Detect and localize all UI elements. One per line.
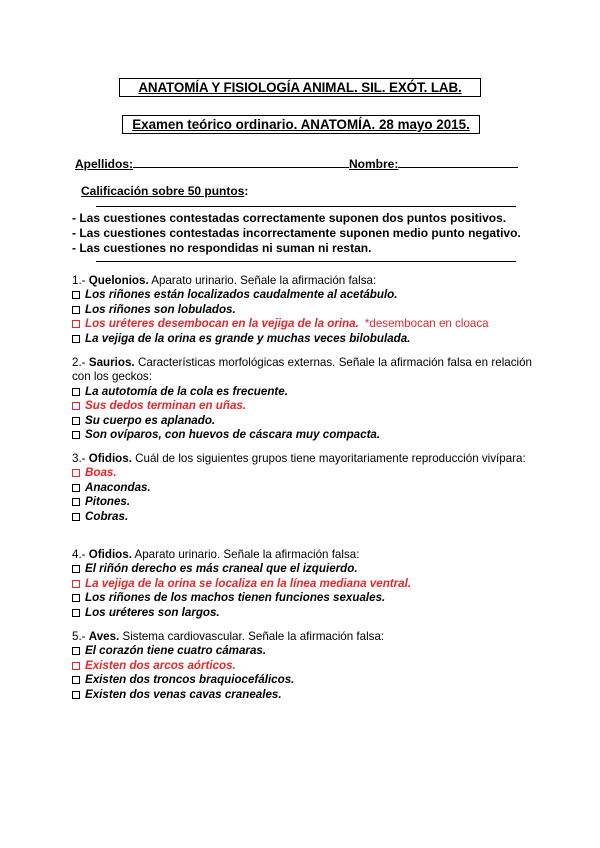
question-text: Cuál de los siguientes grupos tiene mayoritariamente reproducción vivípara: (131, 452, 526, 465)
exam-title: ANATOMÍA Y FISIOLOGÍA ANIMAL. SIL. EXÓT. LAB. (138, 80, 462, 95)
question-text: Sistema cardiovascular. Señale la afirmación falsa: (119, 630, 385, 643)
answer-option (72, 481, 532, 495)
calificacion-label: Calificación sobre 50 puntos (81, 184, 245, 198)
question-text: Aparato urinario. Señale la afirmación falsa: (148, 274, 377, 287)
scoring-rule: - Las cuestiones contestadas incorrectamente suponen medio punto negativo. (72, 226, 521, 241)
checkbox-icon[interactable] (72, 513, 80, 521)
question-group: Ofidios. (88, 548, 132, 561)
question-number: 4.- (72, 548, 89, 561)
exam-title-box (119, 78, 481, 97)
answer-option (72, 414, 532, 428)
question-stem (72, 274, 532, 288)
question-number: 3.- (72, 452, 89, 465)
checkbox-icon[interactable] (72, 580, 80, 588)
option-text: Los riñones son lobulados. (85, 302, 236, 316)
question-number: 5.- (72, 630, 89, 643)
apellidos-label: Apellidos: (75, 157, 134, 171)
checkbox-icon[interactable] (72, 484, 80, 492)
answer-option (72, 577, 532, 591)
checkbox-icon[interactable] (72, 647, 80, 655)
option-text: El riñón derecho es más craneal que el izquierdo. (85, 562, 358, 576)
calificacion-colon: : (244, 184, 249, 198)
divider-top (96, 206, 516, 207)
option-text: Los uréteres desembocan en la vejiga de la orina. (85, 317, 359, 331)
question-4 (72, 548, 532, 620)
nombre-field[interactable] (398, 157, 518, 168)
question-group: Ofidios. (88, 452, 132, 465)
question-3 (72, 452, 532, 524)
checkbox-icon[interactable] (72, 691, 80, 699)
option-text: Existen dos arcos aórticos. (85, 658, 236, 672)
question-group: Quelonios. (88, 274, 149, 287)
answer-option (72, 644, 532, 658)
answer-option (72, 303, 532, 317)
question-text: Aparato urinario. Señale la afirmación falsa: (131, 548, 360, 561)
option-text: Boas. (85, 466, 117, 480)
question-5 (72, 630, 532, 702)
option-text: Existen dos venas cavas craneales. (85, 687, 282, 701)
checkbox-icon[interactable] (72, 431, 80, 439)
answer-option (72, 562, 532, 576)
checkbox-icon[interactable] (72, 662, 80, 670)
checkbox-icon[interactable] (72, 402, 80, 410)
checkbox-icon[interactable] (72, 498, 80, 506)
option-text: Son ovíparos, con huevos de cáscara muy compacta. (85, 428, 381, 442)
divider-bottom (96, 261, 516, 262)
checkbox-icon[interactable] (72, 335, 80, 343)
answer-option (72, 466, 532, 480)
answer-option (72, 591, 532, 605)
option-text: Cobras. (85, 509, 129, 523)
answer-option (72, 428, 532, 442)
question-2 (72, 356, 532, 442)
exam-subtitle: Examen teórico ordinario. ANATOMÍA. 28 mayo 2015. (132, 117, 470, 132)
option-text: Sus dedos terminan en uñas. (85, 399, 247, 413)
option-text: La vejiga de la orina es grande y muchas veces bilobulada. (85, 331, 411, 345)
name-fields (75, 157, 527, 171)
checkbox-icon[interactable] (72, 306, 80, 314)
question-stem (72, 452, 532, 466)
scoring-rule: - Las cuestiones contestadas correctamente suponen dos puntos positivos. (72, 211, 507, 225)
answer-option (72, 510, 532, 524)
scoring-rules (72, 211, 532, 257)
checkbox-icon[interactable] (72, 609, 80, 617)
checkbox-icon[interactable] (72, 388, 80, 396)
answer-option (72, 399, 532, 413)
option-text: Su cuerpo es aplanado. (85, 413, 216, 427)
checkbox-icon[interactable] (72, 417, 80, 425)
checkbox-icon[interactable] (72, 320, 80, 328)
option-text: La vejiga de la orina se localiza en la línea mediana ventral. (85, 576, 412, 590)
checkbox-icon[interactable] (72, 291, 80, 299)
question-stem (72, 548, 532, 562)
option-text: El corazón tiene cuatro cámaras. (85, 644, 267, 658)
checkbox-icon[interactable] (72, 676, 80, 684)
scoring-rule: - Las cuestiones no respondidas ni suman ni restan. (72, 241, 372, 256)
answer-option (72, 495, 532, 509)
answer-option (72, 385, 532, 399)
calificacion (81, 184, 248, 198)
checkbox-icon[interactable] (72, 594, 80, 602)
answer-option (72, 317, 532, 331)
nombre-label: Nombre: (349, 157, 399, 171)
question-text: Características morfológicas externas. Señale la afirmación falsa en relación con los geckos: (72, 356, 532, 384)
option-text: Anacondas. (85, 480, 151, 494)
answer-note: *desembocan en cloaca (364, 317, 489, 331)
option-text: Los uréteres son largos. (85, 605, 220, 619)
option-text: Los riñones de los machos tienen funciones sexuales. (85, 591, 386, 605)
answer-option (72, 659, 532, 673)
apellidos-field[interactable] (133, 157, 349, 168)
question-group: Saurios. (88, 356, 135, 369)
question-1 (72, 274, 532, 346)
question-number: 2.- (72, 356, 89, 369)
checkbox-icon[interactable] (72, 565, 80, 573)
option-text: Existen dos troncos braquiocefálicos. (85, 673, 295, 687)
question-stem (72, 630, 532, 644)
answer-option (72, 606, 532, 620)
question-stem (72, 356, 532, 385)
exam-subtitle-box (122, 115, 480, 134)
question-group: Aves. (88, 630, 120, 643)
option-text: La autotomía de la cola es frecuente. (85, 384, 288, 398)
answer-option (72, 288, 532, 302)
question-number: 1.- (72, 274, 89, 287)
answer-option (72, 688, 532, 702)
checkbox-icon[interactable] (72, 469, 80, 477)
answer-option (72, 673, 532, 687)
option-text: Pitones. (85, 495, 131, 509)
option-text: Los riñones están localizados caudalmente al acetábulo. (85, 288, 398, 302)
answer-option (72, 332, 532, 346)
